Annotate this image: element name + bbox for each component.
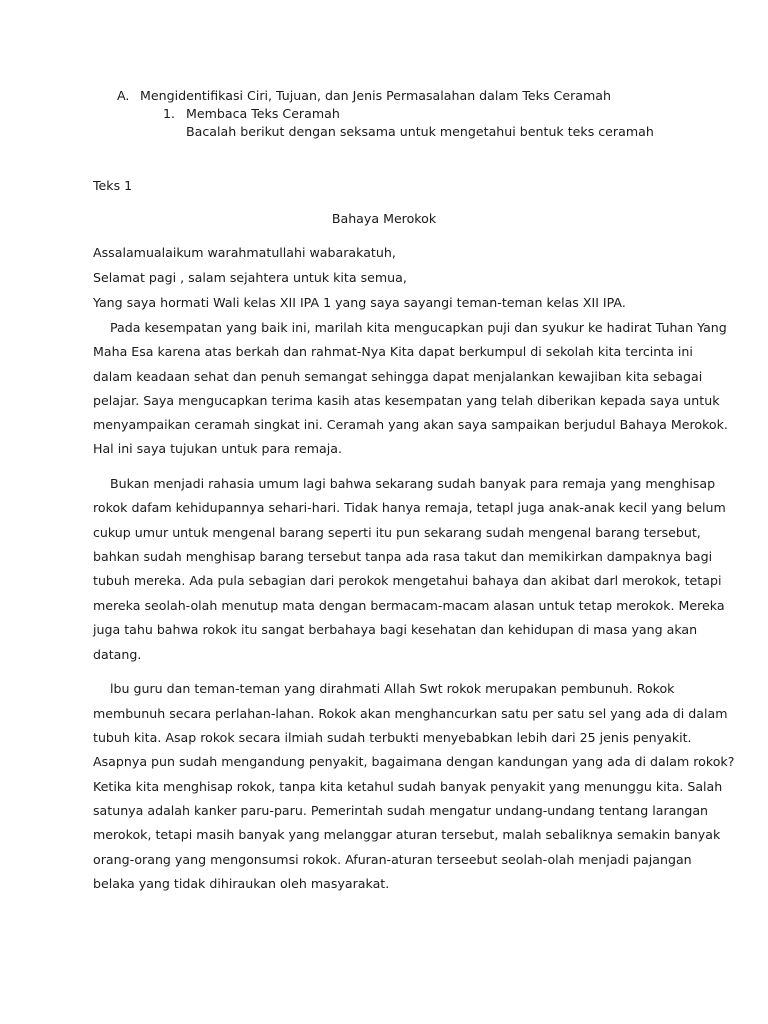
paragraph-line: datang.: [93, 647, 142, 662]
subsection-heading: [163, 106, 340, 122]
section-heading: [117, 88, 611, 104]
paragraph-line: menyampaikan ceramah singkat ini. Ceramah yang akan saya sampaikan berjudul Bahaya Merokok.: [93, 417, 728, 432]
section-letter: A.: [117, 88, 130, 103]
paragraph-line: Ketika kita menghisap rokok, tanpa kita ketahul sudah banyak penyakit yang menunggu kita. Salah: [93, 779, 723, 794]
paragraph-line: Asapnya pun sudah mengandung penyakit, bagaimana dengan kandungan yang ada di dalam rokok?: [93, 754, 735, 769]
paragraph-line: juga tahu bahwa rokok itu sangat berbahaya bagi kesehatan dan kehidupan di masa yang akan: [93, 622, 698, 637]
paragraph-line: lbu guru dan teman-teman yang dirahmati Allah Swt rokok merupakan pembunuh. Rokok: [110, 681, 675, 696]
paragraph-line: belaka yang tidak dihiraukan oleh masyarakat.: [93, 876, 390, 891]
paragraph-line: merokok, tetapi masih banyak yang melanggar aturan tersebut, malah sebaliknya semakin banyak: [93, 827, 721, 842]
paragraph-line: orang-orang yang mengonsumsi rokok. Afuran-aturan terseebut seolah-olah menjadi pajangan: [93, 852, 692, 867]
paragraph-line: cukup umur untuk mengenal barang seperti itu pun sekarang sudah mengenal barang tersebut,: [93, 525, 701, 540]
subsection-title: Membaca Teks Ceramah: [186, 106, 340, 121]
paragraph-line: tubuh mereka. Ada pula sebagian dari perokok mengetahui bahaya dan akibat darl merokok, tetapi: [93, 573, 722, 588]
paragraph-line: Maha Esa karena atas berkah dan rahmat-Nya Kita dapat berkumpul di sekolah kita tercinta ini: [93, 344, 693, 359]
greeting-line: Assalamualaikum warahmatullahi wabarakatuh,: [93, 245, 396, 260]
section-title: Mengidentifikasi Ciri, Tujuan, dan Jenis Permasalahan dalam Teks Ceramah: [140, 88, 611, 103]
paragraph-line: rokok dafam kehidupannya sehari-hari. Tidak hanya remaja, tetapl juga anak-anak kecil yang belum: [93, 500, 726, 515]
paragraph-line: Bukan menjadi rahasia umum lagi bahwa sekarang sudah banyak para remaja yang menghisap: [110, 476, 716, 491]
subsection-number: 1.: [163, 106, 176, 121]
greeting-line: Yang saya hormati Wali kelas XII IPA 1 yang saya sayangi teman-teman kelas XII IPA.: [93, 295, 626, 310]
paragraph-line: satunya adalah kanker paru-paru. Pemerintah sudah mengatur undang-undang tentang larangan: [93, 803, 709, 818]
reading-instruction: Bacalah berikut dengan seksama untuk mengetahui bentuk teks ceramah: [186, 124, 654, 139]
greeting-line: Selamat pagi , salam sejahtera untuk kita semua,: [93, 270, 407, 285]
document-title: Bahaya Merokok: [331, 211, 437, 226]
paragraph-line: tubuh kita. Asap rokok secara ilmiah sudah terbukti menyebabkan lebih dari 25 jenis penyakit.: [93, 730, 692, 745]
paragraph-line: bahkan sudah menghisap barang tersebut tanpa ada rasa takut dan memikirkan dampaknya bagi: [93, 549, 713, 564]
paragraph-line: Pada kesempatan yang baik ini, marilah kita mengucapkan puji dan syukur ke hadirat Tuhan Yang: [110, 320, 727, 335]
paragraph-line: mereka seolah-olah menutup mata dengan bermacam-macam alasan untuk tetap merokok. Mereka: [93, 598, 725, 613]
paragraph-line: pelajar. Saya mengucapkan terima kasih atas kesempatan yang telah diberikan kepada saya untuk: [93, 393, 720, 408]
paragraph-line: Hal ini saya tujukan untuk para remaja.: [93, 441, 342, 456]
paragraph-line: membunuh secara perlahan-lahan. Rokok akan menghancurkan satu per satu sel yang ada di dalam: [93, 706, 728, 721]
paragraph-line: dalam keadaan sehat dan penuh semangat sehingga dapat menjalankan kewajiban kita sebagai: [93, 369, 703, 384]
text-label: Teks 1: [93, 178, 133, 193]
